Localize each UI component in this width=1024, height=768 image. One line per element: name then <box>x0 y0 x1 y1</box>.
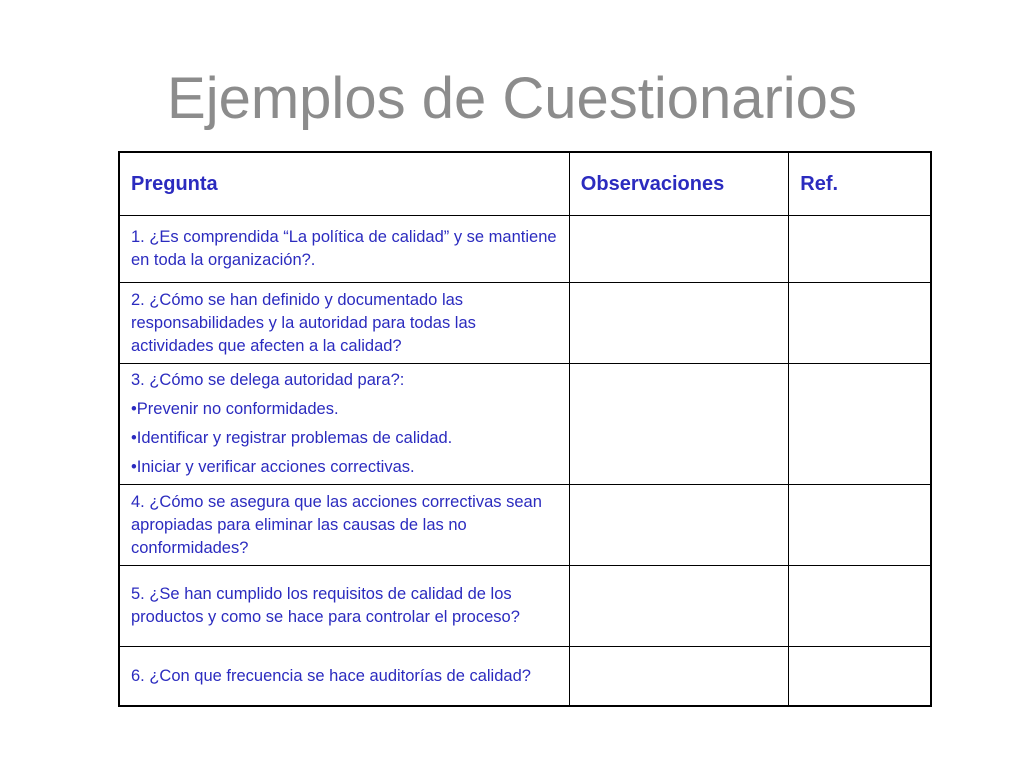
ref-cell <box>789 485 931 566</box>
observations-cell <box>569 216 788 283</box>
questionnaire-table <box>118 151 932 707</box>
observations-cell <box>569 647 788 707</box>
table-header-row <box>119 152 931 216</box>
table-row <box>119 647 931 707</box>
table-row <box>119 364 931 485</box>
table-row <box>119 566 931 647</box>
observations-cell <box>569 364 788 485</box>
ref-cell <box>789 566 931 647</box>
question-cell: 2. ¿Cómo se han definido y documentado las responsabilidades y la autoridad para todas las actividades que afecten a la calidad? <box>119 283 569 364</box>
question-cell: 4. ¿Cómo se asegura que las acciones correctivas sean apropiadas para eliminar las causas de las no conformidades? <box>119 485 569 566</box>
question-line: 3. ¿Cómo se delega autoridad para?: <box>131 371 405 389</box>
question-cell: 6. ¿Con que frecuencia se hace auditorías de calidad? <box>119 647 569 707</box>
question-cell: 5. ¿Se han cumplido los requisitos de calidad de los productos y como se hace para controlar el proceso? <box>119 566 569 647</box>
ref-cell <box>789 364 931 485</box>
question-bullet: •Identificar y registrar problemas de calidad. <box>131 429 453 447</box>
question-bullet: •Prevenir no conformidades. <box>131 400 339 418</box>
table-row <box>119 283 931 364</box>
observations-cell <box>569 566 788 647</box>
ref-cell <box>789 283 931 364</box>
header-ref: Ref. <box>789 152 931 216</box>
ref-cell <box>789 216 931 283</box>
question-cell: 1. ¿Es comprendida “La política de calidad” y se mantiene en toda la organización?. <box>119 216 569 283</box>
question-cell <box>119 364 569 485</box>
observations-cell <box>569 485 788 566</box>
ref-cell <box>789 647 931 707</box>
question-bullet: •Iniciar y verificar acciones correctivas. <box>131 458 415 476</box>
slide-title: Ejemplos de Cuestionarios <box>167 66 857 131</box>
table-row <box>119 216 931 283</box>
table-row <box>119 485 931 566</box>
header-observations: Observaciones <box>569 152 788 216</box>
observations-cell <box>569 283 788 364</box>
header-question: Pregunta <box>119 152 569 216</box>
